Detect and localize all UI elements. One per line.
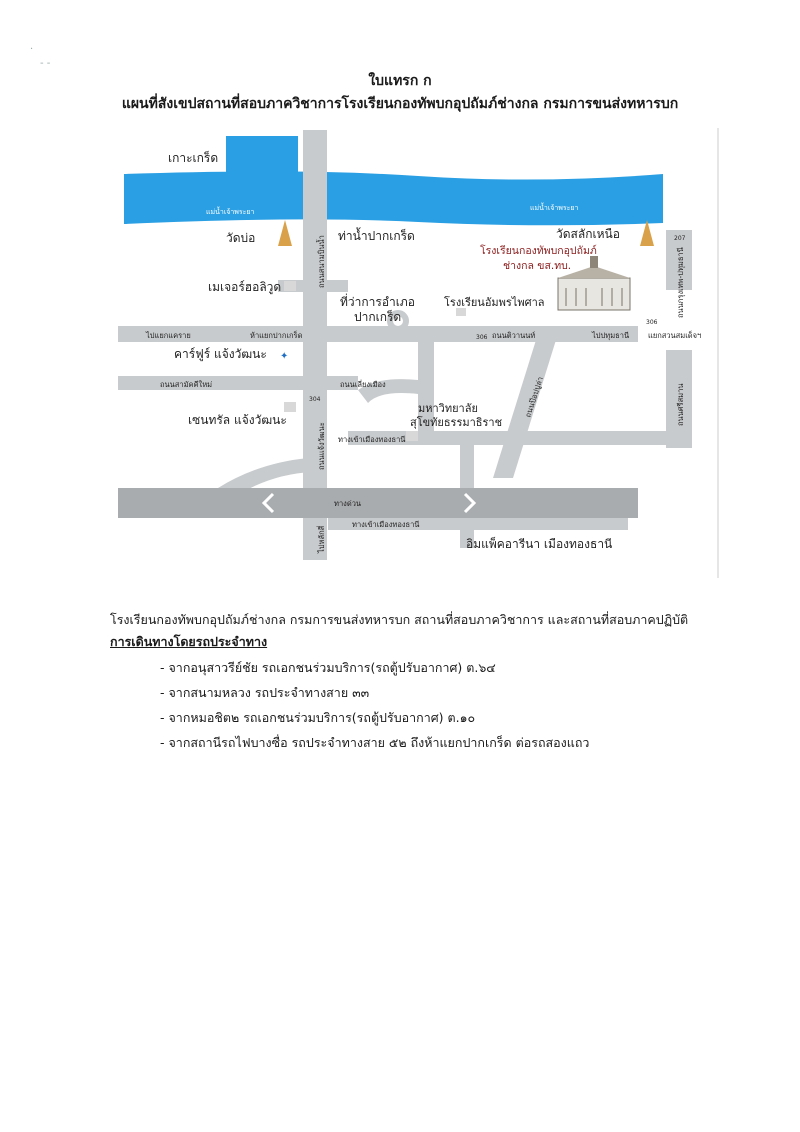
route-item: - จากอนุสาวรีย์ชัย รถเอกชนร่วมบริการ(รถตู้ปรับอากาศ) ต.๖๔: [160, 660, 496, 675]
page-title: ใบแทรก ก: [368, 73, 432, 89]
building-marker: [456, 308, 466, 316]
label-bangkok-pathum-road: ถนนกรุงเทพ-ปทุมธานี: [676, 247, 685, 318]
label-to-khae-rai: ไปแยกแคราย: [146, 331, 191, 340]
label-university-1: มหาวิทยาลัย: [418, 402, 478, 415]
label-carrefour: คาร์ฟูร์ แจ้งวัฒนะ: [174, 347, 267, 361]
label-to-pathum: ไปปทุมธานี: [592, 331, 630, 340]
building-marker: [284, 281, 296, 291]
label-wat-bo: วัดบ่อ: [226, 231, 256, 245]
label-expressway: ทางด่วน: [334, 499, 362, 508]
wat-bo-pagoda-icon: [278, 220, 292, 246]
label-school-1: โรงเรียนกองทัพบกอุปถัมภ์: [480, 245, 597, 257]
route-marker-306a: 306: [476, 334, 488, 341]
label-liang-mueang: ถนนเลี่ยงเมือง: [340, 380, 386, 389]
road-samakkhi: [118, 376, 358, 390]
building-marker: [284, 402, 296, 412]
route-marker-304: 304: [309, 396, 321, 403]
label-chaengwattana-road: ถนนแจ้งวัฒนะ: [317, 422, 326, 470]
building-marker: [406, 431, 418, 441]
route-marker-207: 207: [674, 235, 686, 242]
road-popular: [493, 340, 556, 478]
label-pakkret-junction: ห้าแยกปากเกร็ด: [250, 331, 303, 340]
section-heading: การเดินทางโดยรถประจำทาง: [110, 634, 268, 649]
scan-speck: ·: [30, 44, 34, 55]
label-district-1: ที่ว่าการอำเภอ: [340, 295, 415, 309]
label-pier: ท่าน้ำปากเกร็ด: [338, 229, 415, 243]
intro-text: โรงเรียนกองทัพบกอุปถัมภ์ช่างกล กรมการขนส่งทหารบก สถานที่สอบภาควิชาการ และสถานที่สอบภาคปฏิบัติ: [110, 612, 689, 627]
label-muang-thong-access-2: ทางเข้าเมืองทองธานี: [352, 520, 420, 529]
road-tiwanon: [118, 326, 638, 342]
label-suan-somdet: แยกสวนสมเด็จฯ: [648, 331, 702, 340]
river: [124, 171, 663, 225]
route-item: - จากสนามหลวง รถประจำทางสาย ๓๓: [160, 685, 370, 700]
wat-salak-pagoda-icon: [640, 220, 654, 246]
label-sanambinnam: ถนนสนามบินน้ำ: [317, 235, 326, 288]
label-samakkhi: ถนนสามัคคีใหม่: [160, 380, 213, 389]
scan-speck: - -: [40, 58, 51, 69]
expressway: [118, 488, 638, 518]
label-school-2: ช่างกล ขส.ทบ.: [503, 260, 572, 272]
route-marker-306b: 306: [646, 319, 658, 326]
label-wat-salak: วัดสลักเหนือ: [556, 227, 620, 241]
label-to-laksi: ไปหลักสี่: [317, 525, 326, 553]
label-district-2: ปากเกร็ด: [354, 310, 402, 324]
label-impact: อิมแพ็คอารีนา เมืองทองธานี: [466, 537, 613, 551]
label-river-right: แม่น้ำเจ้าพระยา: [530, 204, 579, 212]
label-river-left: แม่น้ำเจ้าพระยา: [206, 208, 255, 216]
label-central: เซนทรัล แจ้งวัฒนะ: [188, 413, 287, 427]
location-map: [118, 128, 723, 578]
route-item: - จากสถานีรถไฟบางซื่อ รถประจำทางสาย ๕๒ ถึงห้าแยกปากเกร็ด ต่อรถสองแถว: [160, 735, 590, 750]
label-popular-road: ถนนป๊อปปูล่า: [523, 375, 546, 419]
route-item: - จากหมอชิต๒ รถเอกชนร่วมบริการ(รถตู้ปรับอากาศ) ต.๑๐: [160, 710, 476, 725]
label-tiwanon: ถนนติวานนท์: [492, 331, 536, 340]
label-major: เมเจอร์ฮอลิวูด: [208, 280, 282, 294]
label-university-2: สุโขทัยธรรมาธิราช: [410, 416, 503, 429]
label-island: เกาะเกร็ด: [168, 151, 219, 165]
carrefour-logo-icon: ✦: [280, 351, 289, 362]
label-ampon: โรงเรียนอัมพรไพศาล: [444, 296, 545, 309]
page-subtitle: แผนที่สังเขปสถานที่สอบภาควิชาการโรงเรียนกองทัพบกอุปถัมภ์ช่างกล กรมการขนส่งทหารบก: [121, 96, 679, 112]
label-srisaman-road: ถนนศรีสมาน: [676, 383, 685, 426]
label-muang-thong-access-1: ทางเข้าเมืองทองธานี: [338, 435, 406, 444]
